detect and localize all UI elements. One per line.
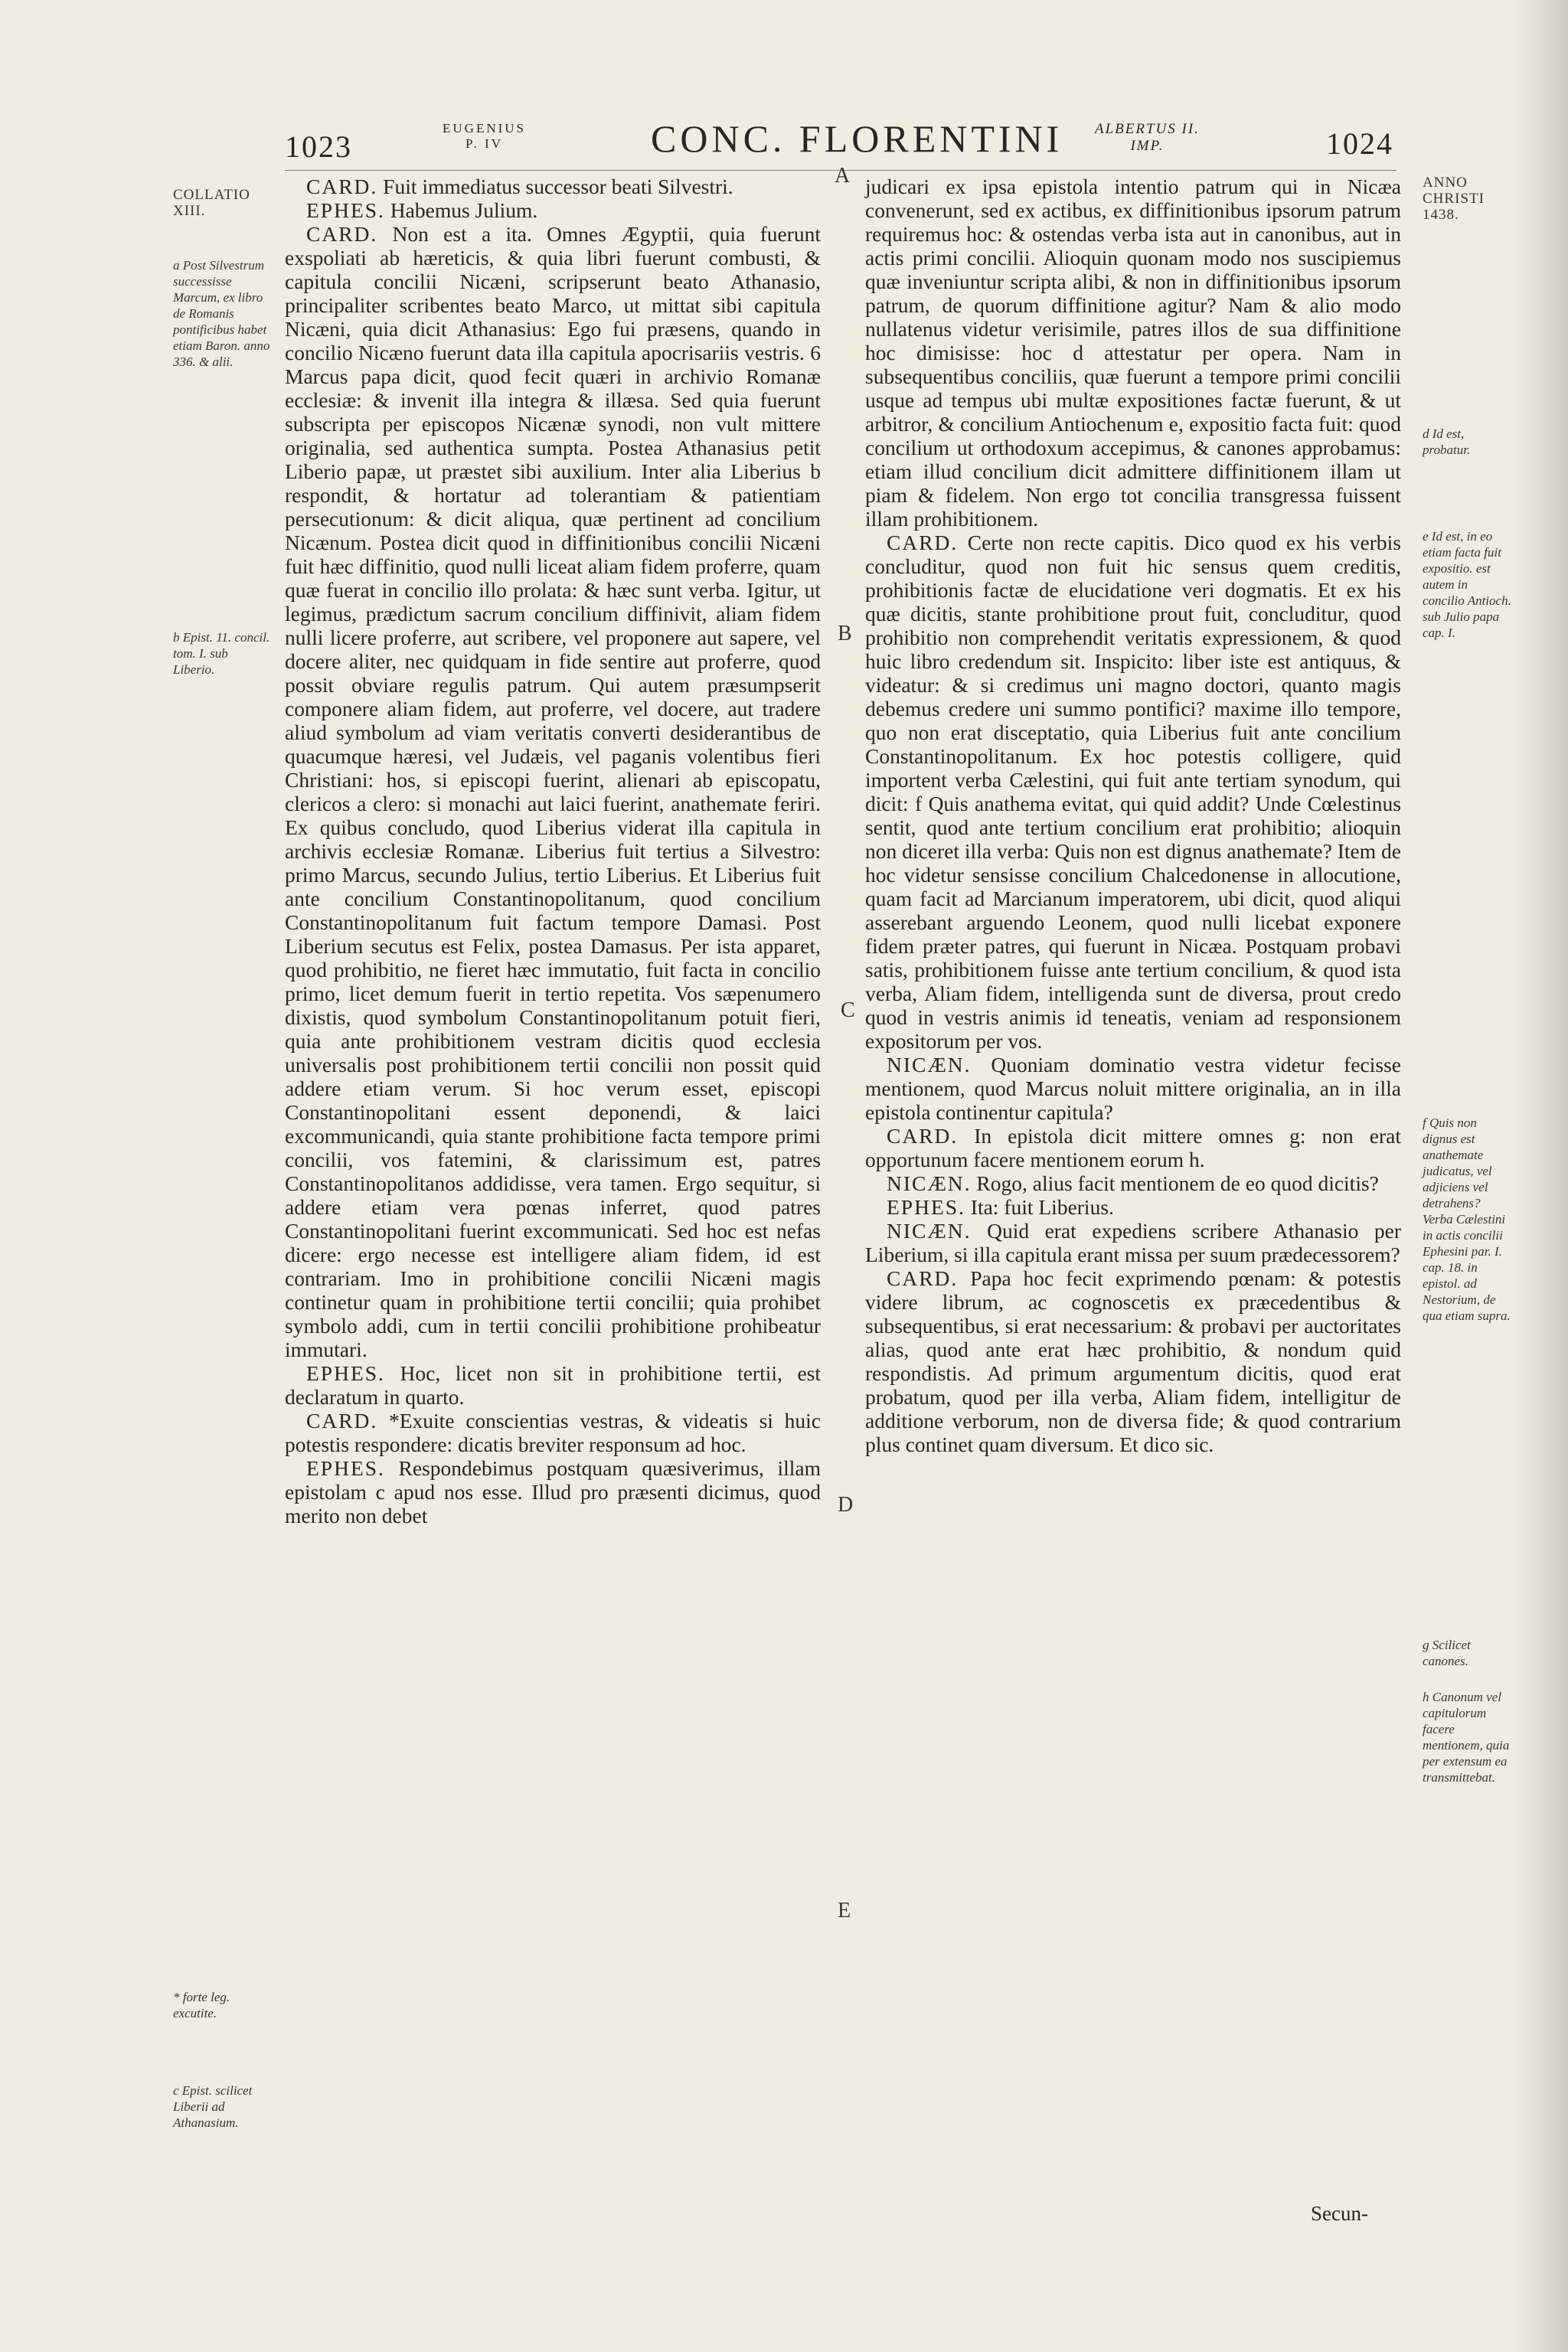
paragraph bbox=[865, 1053, 1401, 1124]
margin-note-h: h Canonum vel capitulorum facere mentionem, quia per extensum ea transmittebat. bbox=[1423, 1690, 1510, 1785]
speaker-label: NICÆN. bbox=[887, 1171, 972, 1195]
speaker-label: EPHES. bbox=[306, 1456, 385, 1480]
section-letter-b: B bbox=[838, 622, 852, 645]
margin-note-f: f Quis non dignus est anathemate judicatus, vel adjiciens vel detrahens? Verba Cælestini in actis concilii Ephesini par. I. cap. 18. in epistol. ad Nestorium, de qua etiam supra. bbox=[1423, 1116, 1511, 1323]
section-letter-d: D bbox=[838, 1493, 854, 1517]
speaker-label: CARD. bbox=[306, 175, 378, 198]
margin-note-star: * forte leg. excutite. bbox=[173, 1990, 230, 2020]
paragraph bbox=[865, 1171, 1401, 1195]
paragraph bbox=[865, 531, 1401, 1053]
paragraph-text: Ita: fuit Liberius. bbox=[970, 1195, 1114, 1219]
paragraph bbox=[285, 222, 821, 1361]
paragraph-text: Fuit immediatus successor beati Silvestri. bbox=[383, 175, 733, 198]
running-head bbox=[0, 115, 1568, 168]
paragraph bbox=[865, 1195, 1401, 1219]
margin-note-c: c Epist. scilicet Liberii ad Athanasium. bbox=[173, 2083, 253, 2130]
pope-name bbox=[443, 121, 526, 152]
paragraph bbox=[865, 175, 1401, 531]
emperor-name-top: ALBERTUS II. bbox=[1095, 121, 1200, 137]
paragraph-text: *Exuite conscientias vestras, & videatis si huic potestis respondere: dicatis breviter responsum ad hoc. bbox=[285, 1409, 821, 1456]
section-letter-c: C bbox=[841, 998, 855, 1022]
pope-name-bottom: P. IV bbox=[465, 136, 503, 151]
collatio-label: COLLATIO bbox=[173, 187, 250, 203]
speaker-label: CARD. bbox=[306, 222, 378, 246]
right-column bbox=[865, 175, 1401, 1456]
paragraph bbox=[865, 1124, 1401, 1171]
paragraph-text: Certe non recte capitis. Dico quod ex his verbis concluditur, quod non fuit hic sensus quem creditis, prohibitionis factæ de elucidatione veri dogmatis. Et ex his quæ dicitis, stante prohibitione prout fuit, concluditur, quod prohibitio non comprehendit veritatis expressionem, & quod huic libro credendum sit. Inspicito: liber iste est antiquus, & videatur: & si credimus uni magno doctori, quanto magis debemus credere uni summo pontifici? maxime illo tempore, quo non erat disceptatio, quia Liberius fuit ante concilium Constantinopolitanum. Ex hoc potestis colligere, quid importent verba Cælestini, qui fuit ante tertiam synodum, qui dicit: f Quis anathema evitat, qui quid addit? Unde Cœlestinus sentit, quod ante tertium concilium erat prohibitio; alioquin non diceret illa verba: Quis non est dignus anathemate? Item de hoc videtur sensisse concilium Chalcedonense in allocutione, quam facit ad Marcianum imperatorem, ubi dicit, quod aliqui asserebant arguendo Leonem, quod nulli licebat exponere fidem præter patres, qui fuerunt in Nicæa. Postquam probavi satis, prohibitionem fuisse ante tertium concilium, & quod ista verba, Aliam fidem, intelligenda sunt de diversa, prout credo quod in vestris animis id teneatis, veniam ad responsionem expositorum per vos. bbox=[865, 531, 1402, 1053]
speaker-label: EPHES. bbox=[306, 1361, 385, 1385]
year-value: 1438. bbox=[1423, 207, 1459, 223]
paragraph-text: judicari ex ipsa epistola intentio patrum qui in Nicæa convenerunt, sed ex actibus, ex diffinitionibus ipsorum patrum requiremus hoc: & ostendas verba ista aut in canonibus, aut in actis primi concilii. Alioquin quonam modo nos suscipiemus quæ inveniuntur scripta alibi, & non in diffinitionibus ipsorum patrum, de quorum diffinitione agitur? Nam & alio modo nullatenus videtur verisimile, patres illos de sua diffinitione hoc dimisisse: hoc d attestatur per opera. Nam in subsequentibus conciliis, quæ fuerunt a tempore primi concilii usque ad tempus ubi multæ expositiones factæ fuerunt, & ut arbitror, & concilium Antiochenum e, expositio facta fuit: quod concilium ut orthodoxum accepimus, & canones approbamus: etiam illud concilium dicit admittere diffinitionem illam ut piam & fidelem. Non ergo tot concilia transgressa fuissent illam prohibitionem. bbox=[865, 175, 1401, 531]
paragraph-text: Quoniam dominatio vestra videtur fecisse mentionem, quod Marcus noluit mittere originalia, an in illa epistola continentur capitula? bbox=[865, 1053, 1401, 1124]
paragraph-text: Papa hoc fecit exprimendo pœnam: & potestis videre librum, ac cognoscetis ex præcedentibus & subsequentibus, si erat necessarium: & probavi per auctoritates alias, quod ante erat hæc prohibitio, & nondum quid respondistis. Ad primum argumentum dicitis, quod erat probatum, quod per illa verba, Aliam fidem, intelligitur de additione verborum, non de diversa fide; & quod contrarium plus continet quam diversum. Et dico sic. bbox=[865, 1266, 1401, 1456]
paragraph-text: Quid erat expediens scribere Athanasio per Liberium, si illa capitula erant missa per suum prædecessorem? bbox=[865, 1219, 1402, 1266]
page-title: CONC. FLORENTINI bbox=[651, 117, 1063, 160]
speaker-label: CARD. bbox=[887, 1124, 959, 1148]
pope-name-top: EUGENIUS bbox=[443, 121, 526, 136]
left-column bbox=[285, 175, 821, 1527]
margin-note-a: a Post Silvestrum successisse Marcum, ex libro de Romanis pontificibus habet etiam Baron. anno 336. & alii. bbox=[173, 258, 270, 369]
collatio-number: XIII. bbox=[173, 203, 206, 219]
margin-note-b: b Epist. 11. concil. tom. I. sub Liberio. bbox=[173, 630, 270, 677]
speaker-label: NICÆN. bbox=[887, 1053, 972, 1076]
section-letter-a: A bbox=[835, 164, 851, 188]
paragraph bbox=[285, 175, 821, 198]
collatio-heading bbox=[173, 187, 271, 219]
catchword: Secun- bbox=[1311, 2202, 1368, 2225]
paragraph-text: Rogo, alius facit mentionem de eo quod dicitis? bbox=[976, 1171, 1379, 1195]
left-page-number: 1023 bbox=[285, 129, 352, 164]
speaker-label: EPHES. bbox=[887, 1195, 965, 1219]
paragraph bbox=[285, 198, 821, 222]
speaker-label: CARD. bbox=[887, 531, 959, 554]
paragraph-text: Hoc, licet non sit in prohibitione tertii, est declaratum in quarto. bbox=[285, 1361, 822, 1409]
section-letter-e: E bbox=[838, 1899, 851, 1922]
paragraph bbox=[285, 1409, 821, 1456]
paragraph bbox=[285, 1361, 821, 1409]
margin-note-e: e Id est, in eo etiam facta fuit expositio. est autem in concilio Antioch. sub Julio papa cap. I. bbox=[1423, 529, 1511, 640]
paragraph bbox=[865, 1266, 1401, 1456]
year-label-christi: CHRISTI bbox=[1423, 191, 1485, 207]
speaker-label: NICÆN. bbox=[887, 1219, 972, 1243]
paragraph bbox=[865, 1219, 1401, 1266]
margin-note-g: g Scilicet canones. bbox=[1423, 1638, 1471, 1668]
paragraph-text: Respondebimus postquam quæsiverimus, illam epistolam c apud nos esse. Illud pro præsenti dicimus, quod merito non debet bbox=[285, 1456, 821, 1527]
right-page-number: 1024 bbox=[1326, 126, 1393, 161]
year-label-anno: ANNO bbox=[1423, 175, 1468, 191]
paragraph bbox=[285, 1456, 821, 1527]
paragraph-text: Habemus Julium. bbox=[390, 198, 538, 222]
speaker-label: CARD. bbox=[887, 1266, 959, 1290]
page-gutter-shadow bbox=[1514, 0, 1568, 2352]
paragraph-text: In epistola dicit mittere omnes g: non erat opportunum facere mentionem eorum h. bbox=[865, 1124, 1401, 1171]
margin-note-d: d Id est, probatur. bbox=[1423, 426, 1471, 457]
year-heading bbox=[1423, 175, 1513, 223]
speaker-label: CARD. bbox=[306, 1409, 378, 1432]
speaker-label: EPHES. bbox=[306, 198, 385, 222]
paragraph-text: Non est a ita. Omnes Ægyptii, quia fuerunt exspoliati ab hæreticis, & quia libri fuerunt combusti, & capitula concilii Nicæni, scripserunt beato Athanasio, principaliter scribentes beato Marco, ut mittat sibi capitula Nicæni, quia dicit Athanasius: Ego fui præsens, quando in concilio Nicæno fuerunt data illa capitula apocrisariis vestris. 6 Marcus papa dicit, quod fecit quæri in archivio Romanæ ecclesiæ: & invenit illa integra & illæsa. Sed quia fuerunt subscripta per episcopos Nicænæ synodi, non vult mittere originalia, sed authentica sumpta. Postea Athanasius petit Liberio papæ, ut præstet sibi auxilium. Inter alia Liberius b respondit, & hortatur ad tolerantiam & patientiam persecutionum: & dicit aliqua, quæ pertinent ad concilium Nicænum. Postea dicit quod in diffinitionibus concilii Nicæni fuit hæc diffinitio, quod nulli liceat aliam fidem proferre, quam quæ fuerat in concilio illo prolata: & hæc sunt verba. Igitur, ut legimus, prædictum sacrum concilium diffinivit, aliam fidem nulli licere proferre, aut scribere, vel proponere aut sapere, vel docere aliter, nec quidquam in fide sentire aut proferre, quod possit obviare regulis patrum. Qui autem præsumpserit componere aliam fidem, aut proferre, vel docere, aut tradere aliud symbolum ad viam veritatis converti desiderantibus de quacumque hæresi, vel Judæis, vel paganis volentibus fieri Christiani: hos, si episcopi fuerint, alienari ab episcopatu, clericos a clero: si monachi aut laici fuerint, anathemate feriri. Ex quibus concludo, quod Liberius viderat illa capitula in archivis ecclesiæ Romanæ. Liberius fuit tertius a Silvestro: primo Marcus, secundo Julius, tertio Liberius. Et Liberius fuit ante concilium Constantinopolitanum, quod concilium Constantinopolitanum fuit factum tempore Damasi. Post Liberium secutus est Felix, postea Damasus. Per ista apparet, quod prohibitio, ne fieret hæc immutatio, fuit facta in concilio primo, licet demum fuerit in tertio repetita. Vos sæpenumero dixistis, quod symbolum Constantinopolitanum potuit fieri, quia ante prohibitionem vestram dicitis quod ecclesia universalis post prohibitionem tertii concilii non possit quid addere etiam verum. Si hoc verum esset, episcopi Constantinopolitani essent deponendi, & laici excommunicandi, quia stante prohibitione facta tempore primi concilii, vos fatemini, & clarissimum est, patres Constantinopolitanos addidisse, vera tamen. Ergo sequitur, si addere etiam vera pœnas inferret, quod patres Constantinopolitani fuerint excommunicati. Sed hoc est nefas dicere: ergo necesse est intelligere aliam fidem, id est contrariam. Imo in prohibitione concilii Nicæni magis continetur quam in prohibitione tertii concilii; quia prohibet symbolo addi, cum in tertii concilii prohibitione prohibeatur immutari. bbox=[285, 222, 822, 1361]
emperor-name-bottom: IMP. bbox=[1130, 138, 1165, 154]
emperor-name bbox=[1095, 121, 1200, 155]
